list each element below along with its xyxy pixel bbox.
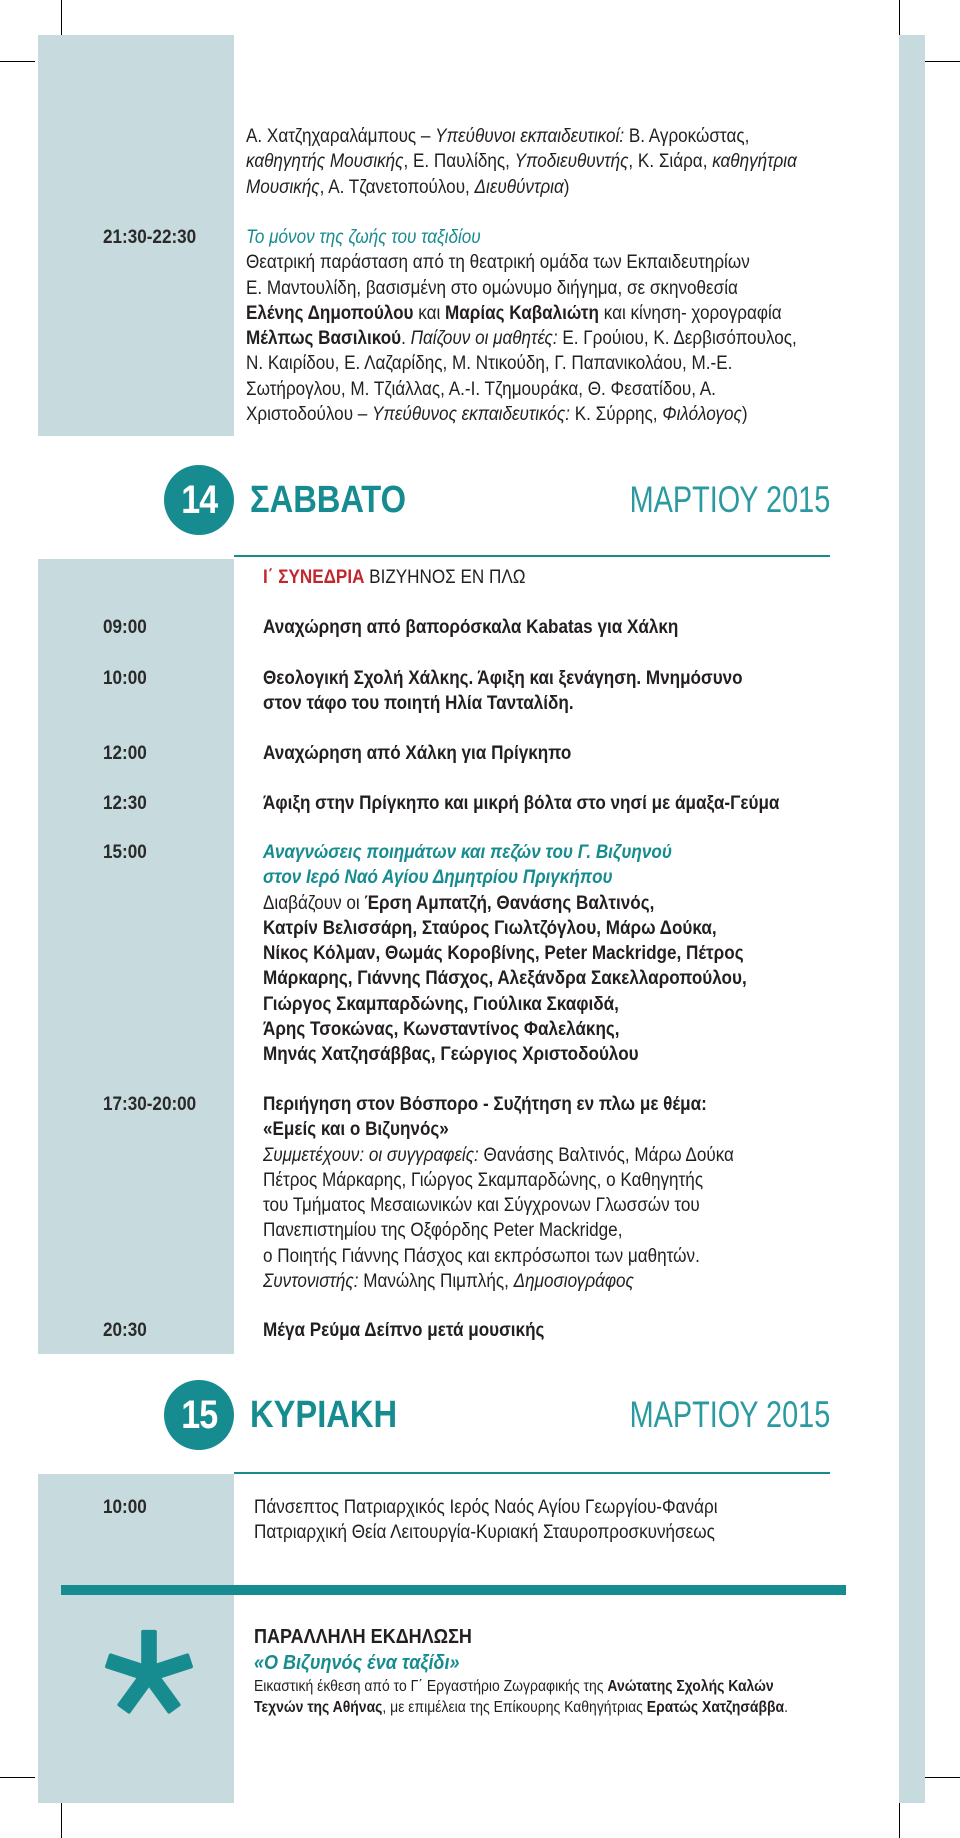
text-segment: Ε. Μαντουλίδη, βασισμένη στο ομώνυμο διήγημα, σε σκηνοθεσία xyxy=(246,277,738,299)
session-title xyxy=(263,565,555,590)
crop-mark xyxy=(925,61,960,62)
text-line xyxy=(246,402,797,427)
text-segment: Συμμετέχουν: οι συγγραφείς: xyxy=(263,1144,479,1166)
day-weekday: ΣΑΒΒΑΤΟ xyxy=(250,479,407,521)
event-time: 09:00 xyxy=(103,617,147,638)
crop-mark xyxy=(61,0,62,35)
text-segment: ) xyxy=(563,176,570,198)
text-segment: Αναχώρηση από Χάλκη για Πρίγκηπο xyxy=(263,743,572,764)
text-segment: . xyxy=(401,328,411,350)
text-segment: ΒΙΖΥΗΝΟΣ ΕΝ ΠΛΩ xyxy=(364,567,526,588)
text-segment: και κίνηση- χορογραφία xyxy=(598,302,782,324)
text-line xyxy=(246,326,797,351)
text-line xyxy=(263,1318,544,1343)
text-segment: Άρης Τσοκώνας, Κωνσταντίνος Φαλελάκης, xyxy=(263,1019,620,1041)
text-line xyxy=(263,840,747,865)
parallel-event-heading: ΠΑΡΑΛΛΗΛΗ ΕΚΔΗΛΩΣΗ xyxy=(254,1626,472,1648)
event-details xyxy=(263,741,606,766)
text-segment: Ν. Καιρίδου, Ε. Λαζαρίδης, Μ. Ντικούδη, Γ. Παπανικολάου, Μ.-Ε. xyxy=(246,353,733,375)
text-segment: Υποδιευθυντής xyxy=(514,151,629,173)
text-line xyxy=(263,615,678,640)
text-line xyxy=(263,1143,734,1168)
event-time: 12:30 xyxy=(103,793,147,814)
schedule-row xyxy=(0,791,899,814)
text-segment: «Εμείς και ο Βιζυηνός» xyxy=(263,1119,449,1141)
schedule-row xyxy=(0,741,899,764)
text-line xyxy=(263,1017,747,1042)
day-month-year: ΜΑΡΤΙΟΥ 2015 xyxy=(629,479,830,520)
text-segment: καθηγητής Μουσικής xyxy=(246,151,404,173)
text-line xyxy=(263,891,747,916)
day-month-year: ΜΑΡΤΙΟΥ 2015 xyxy=(629,1394,830,1435)
text-segment: Εικαστική έκθεση από το Γ΄ Εργαστήριο Ζωγραφικής της xyxy=(254,1678,608,1695)
right-edge-strip xyxy=(899,35,925,1803)
text-segment: Μηνάς Χατζησάββας, Γεώργιος Χριστοδούλου xyxy=(263,1044,639,1066)
text-segment: Πέτρος Μάρκαρης, Γιώργος Σκαμπαρδώνης, ο Καθηγητής xyxy=(263,1169,704,1191)
section-divider-bar xyxy=(61,1585,846,1595)
text-segment: Πατριαρχική Θεία Λειτουργία-Κυριακή Σταυροπροσκυνήσεως xyxy=(254,1522,715,1544)
event-time: 17:30-20:00 xyxy=(103,1094,197,1115)
text-segment: Αναχώρηση από βαπορόσκαλα Kabatas για Χάλκη xyxy=(263,617,679,638)
event-details xyxy=(263,840,800,1068)
day-number: 14 xyxy=(180,478,218,522)
crop-mark xyxy=(61,1803,62,1838)
text-segment: Περιήγηση στον Βόσπορο - Συζήτηση εν πλω με θέμα: xyxy=(263,1094,707,1115)
text-segment: Δημοσιογράφος xyxy=(513,1271,634,1293)
text-segment: Μανώλης Πιμπλής, xyxy=(358,1271,514,1293)
schedule-row xyxy=(0,840,899,1066)
text-line xyxy=(263,1092,734,1117)
event-time: 15:00 xyxy=(103,842,147,863)
text-line xyxy=(246,276,797,301)
event-time: 21:30-22:30 xyxy=(103,227,197,248)
day-number-badge xyxy=(164,1380,234,1450)
text-segment: Κατρίν Βελισσάρη, Σταύρος Γιωλτζόγλου, Μάρω Δούκα, xyxy=(263,917,717,939)
text-segment: , Κ. Σιάρα, xyxy=(628,151,713,173)
event-details xyxy=(263,791,837,816)
text-line xyxy=(263,1269,734,1294)
text-line xyxy=(263,1168,734,1193)
text-line xyxy=(263,741,571,766)
text-line xyxy=(246,301,797,326)
text-segment: Νίκος Κόλμαν, Θωμάς Κοροβίνης, Peter Mackridge, Πέτρος xyxy=(263,943,744,965)
parallel-event xyxy=(254,1624,847,1718)
event-details xyxy=(263,1092,786,1294)
text-segment: Έρση Αμπατζή, Θανάσης Βαλτινός, xyxy=(364,892,655,914)
text-segment: Αναγνώσεις ποιημάτων και πεζών του Γ. Βιζυηνού xyxy=(263,842,672,863)
schedule-row xyxy=(0,1318,899,1341)
day-divider xyxy=(234,1472,830,1474)
text-segment: ) xyxy=(741,404,748,426)
text-segment: . xyxy=(784,1699,788,1716)
schedule-row xyxy=(0,225,899,426)
text-segment: Χριστοδούλου – xyxy=(246,404,373,426)
schedule-row xyxy=(0,1092,899,1293)
text-line xyxy=(246,377,797,402)
text-line xyxy=(246,351,797,376)
schedule-row xyxy=(0,615,899,638)
text-segment: στον Ιερό Ναό Αγίου Δημητρίου Πριγκήπου xyxy=(263,867,613,889)
text-line xyxy=(263,666,743,691)
asterisk-arms xyxy=(105,1630,194,1714)
text-line xyxy=(246,225,797,250)
parallel-event-title: «Ο Βιζυηνός ένα ταξίδι» xyxy=(254,1652,460,1674)
text-segment: Πανεπιστημίου της Οξφόρδης Peter Mackridge, xyxy=(263,1220,623,1242)
text-segment: Κ. Σύρρης, xyxy=(570,404,663,426)
session-heading xyxy=(0,565,899,588)
text-segment: Ι΄ ΣΥΝΕΔΡΙΑ xyxy=(263,567,365,588)
text-segment: Παίζουν οι μαθητές: xyxy=(410,328,558,350)
text-line xyxy=(246,124,797,149)
event-details xyxy=(254,1495,769,1546)
event-details xyxy=(263,615,725,640)
crop-mark xyxy=(899,0,900,35)
text-segment: Συντονιστής: xyxy=(263,1271,359,1293)
text-segment: Μέλπως Βασιλικού xyxy=(246,328,402,350)
day-number-badge xyxy=(164,465,234,535)
text-segment: Τεχνών της Αθήνας xyxy=(254,1699,383,1716)
schedule-row xyxy=(0,1495,899,1544)
text-segment: Θεατρική παράσταση από τη θεατρική ομάδα των Εκπαιδευτηρίων xyxy=(246,252,750,274)
text-line xyxy=(263,1218,734,1243)
text-line xyxy=(263,865,747,890)
text-line xyxy=(254,1495,718,1520)
event-details xyxy=(246,225,858,427)
text-segment: Ε. Γρούιου, Κ. Δερβισόπουλος, xyxy=(557,328,797,350)
text-segment: Μάρκαρης, Γιάννης Πάσχος, Αλεξάνδρα Σακελλαροπούλου, xyxy=(263,968,747,990)
text-segment: Θεολογική Σχολή Χάλκης. Άφιξη και ξενάγηση. Μνημόσυνο xyxy=(263,668,743,689)
text-line xyxy=(263,791,779,816)
schedule-row xyxy=(0,666,899,715)
day-number: 15 xyxy=(180,1393,218,1437)
event-time: 12:00 xyxy=(103,743,147,764)
event-time: 10:00 xyxy=(103,1497,147,1518)
text-line xyxy=(263,1244,734,1269)
text-segment: , με επιμέλεια της Επίκουρης Καθηγήτριας xyxy=(382,1699,647,1716)
day-weekday: ΚΥΡΙΑΚΗ xyxy=(250,1394,398,1436)
text-line xyxy=(263,992,747,1017)
text-segment: στον τάφο του ποιητή Ηλία Τανταλίδη. xyxy=(263,693,574,715)
text-line xyxy=(254,1520,718,1545)
text-segment: , Ε. Παυλίδης, xyxy=(403,151,515,173)
crop-mark xyxy=(899,1803,900,1838)
text-segment: Πάνσεπτος Πατριαρχικός Ιερός Ναός Αγίου Γεωργίου-Φανάρι xyxy=(254,1497,718,1518)
text-segment: , Α. Τζανετοπούλου, xyxy=(319,176,475,198)
text-line xyxy=(246,250,797,275)
text-segment: Διευθύντρια xyxy=(474,176,564,198)
text-line xyxy=(263,565,526,590)
text-line xyxy=(263,1042,747,1067)
text-segment: ο Ποιητής Γιάννης Πάσχος και εκπρόσωποι των μαθητών. xyxy=(263,1245,700,1267)
text-line xyxy=(263,1117,734,1142)
text-segment: του Τμήματος Μεσαιωνικών και Σύγχρονων Γλωσσών του xyxy=(263,1195,700,1217)
text-line xyxy=(263,966,747,991)
text-line xyxy=(263,941,747,966)
text-segment: Θανάσης Βαλτινός, Μάρω Δούκα xyxy=(478,1144,734,1166)
text-segment: Ελένης Δημοπούλου xyxy=(246,302,414,324)
crop-mark xyxy=(0,61,35,62)
event-details xyxy=(246,124,858,200)
text-segment: καθηγήτρια xyxy=(712,151,797,173)
text-line xyxy=(263,1193,734,1218)
text-segment: και xyxy=(413,302,446,324)
text-line xyxy=(246,175,797,200)
text-segment: Διαβάζουν οι xyxy=(263,892,365,914)
crop-mark xyxy=(925,1777,960,1778)
crop-mark xyxy=(0,1777,35,1778)
schedule-continuation xyxy=(0,124,899,198)
text-segment: Υπεύθυνος εκπαιδευτικός: xyxy=(372,404,571,426)
event-time: 10:00 xyxy=(103,668,147,689)
text-segment: Το μόνον της ζωής του ταξιδίου xyxy=(246,227,481,248)
text-segment: Φιλόλογος xyxy=(662,404,742,426)
text-segment: Υπεύθυνοι εκπαιδευτικοί: xyxy=(435,126,625,147)
text-segment: Ανώτατης Σχολής Καλών xyxy=(607,1678,774,1695)
asterisk-icon xyxy=(103,1628,195,1720)
text-segment: Γιώργος Σκαμπαρδώνης, Γιούλικα Σκαφιδά, xyxy=(263,993,619,1015)
text-segment: Μουσικής xyxy=(246,176,320,198)
text-segment: Άφιξη στην Πρίγκηπο και μικρή βόλτα στο νησί με άμαξα-Γεύμα xyxy=(263,793,780,814)
text-line xyxy=(246,149,797,174)
text-segment: Ερατώς Χατζησάββα xyxy=(646,1699,785,1716)
event-details xyxy=(263,666,796,717)
parallel-event-description xyxy=(254,1676,847,1718)
text-segment: Σωτήρογλου, Μ. Τζιάλλας, Α.-Ι. Τζημουράκα, Θ. Φεσατίδου, Α. xyxy=(246,378,716,400)
event-details xyxy=(263,1318,576,1343)
text-segment: Α. Χατζηχαραλάμπους – xyxy=(246,126,436,147)
event-time: 20:30 xyxy=(103,1320,147,1341)
text-line xyxy=(263,691,743,716)
day-divider xyxy=(234,555,830,557)
text-line xyxy=(263,916,747,941)
text-line xyxy=(254,1676,788,1697)
text-segment: Μαρίας Καβαλιώτη xyxy=(445,302,599,324)
text-segment: Μέγα Ρεύμα Δείπνο μετά μουσικής xyxy=(263,1320,545,1341)
text-segment: Β. Αγροκώστας, xyxy=(624,126,750,147)
text-line xyxy=(254,1697,788,1718)
